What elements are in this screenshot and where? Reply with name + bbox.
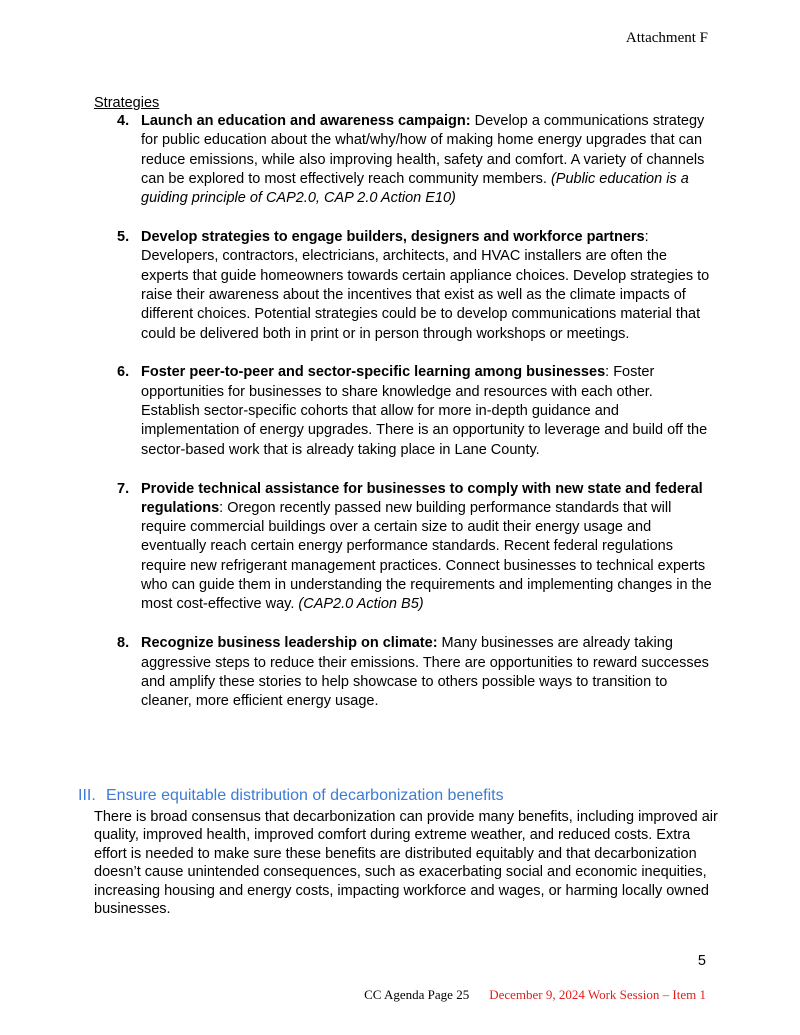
section-heading: [78, 787, 504, 805]
attachment-label: Attachment F: [625, 30, 708, 46]
strategy-title: Foster peer-to-peer and sector-specific learning among businesses: [141, 364, 606, 381]
strategy-number: 4.: [117, 113, 130, 129]
strategy-title: Develop strategies to engage builders, designers and workforce partners: [141, 229, 645, 246]
strategy-title: Recognize business leadership on climate:: [141, 635, 438, 652]
strategy-text: Develop a communications strategy for public education about the what/why/how of making home energy upgrades that can reduce emissions, while also improving health, safety and comfort. A variety of channels can be explored to most effectively reach community members.: [141, 113, 705, 187]
section-numeral: III.: [78, 787, 96, 804]
strategy-text: Many businesses are already taking aggressive steps to reduce their emissions. There are opportunities to reward successes and amplify these stories to help showcase to others possible ways to transition to cleaner, more efficient energy usage.: [141, 635, 709, 710]
strategy-item-5: [117, 228, 715, 344]
footer-agenda-page: CC Agenda Page 25: [364, 987, 470, 1002]
strategy-item-6: [117, 363, 715, 459]
strategy-number: 5.: [117, 229, 130, 246]
strategy-number: 7.: [117, 480, 130, 497]
strategies-list: [117, 112, 715, 731]
strategy-number: 6.: [117, 364, 130, 381]
strategy-item-7: [117, 480, 715, 615]
strategy-title: Launch an education and awareness campaign:: [141, 113, 471, 129]
strategy-number: 8.: [117, 635, 130, 652]
footer: [364, 987, 706, 1003]
strategy-reference: (Public education is a guiding principle of CAP2.0, CAP 2.0 Action E10): [141, 170, 689, 207]
strategy-reference: (CAP2.0 Action B5): [298, 596, 424, 613]
strategy-item-8: [117, 634, 715, 711]
section-body: There is broad consensus that decarbonization can provide many benefits, including improved air quality, improved health, improved comfort during extreme weather, and reduced costs. Extra effort is needed to make sure these benefits are distributed equitably and that decarbonization doesn’t cause unintended consequences, such as exacerbating social and economic inequities, increasing housing and energy costs, impacting workforce and wages, or harming locally owned businesses.: [94, 809, 718, 918]
section-title: Ensure equitable distribution of decarbonization benefits: [106, 787, 504, 804]
strategy-text: : Foster opportunities for businesses to share knowledge and resources with each other. Establish sector-specific cohorts that allow for more in-depth guidance and implementation of energy upgrades. There is an opportunity to leverage and build off the sector-based work that is already taking place in Lane County.: [141, 364, 708, 458]
strategies-heading: Strategies: [94, 95, 160, 111]
footer-session: December 9, 2024 Work Session – Item 1: [489, 987, 706, 1002]
strategy-text: : Oregon recently passed new building performance standards that will require commercial buildings over a certain size to audit their energy usage and eventually reach certain energy performance standards. Recent federal regulations require new refrigerant management practices. Connect businesses to technical experts who can guide them in understanding the requirements and implementing changes in the most cost-effective way.: [141, 499, 712, 613]
page-number: 5: [697, 953, 706, 969]
strategy-item-4: [117, 112, 715, 208]
strategy-text: : Developers, contractors, electricians, architects, and HVAC installers are often the experts that guide homeowners towards certain appliance choices. Develop strategies to raise their awareness about the incentives that exist as well as the climate impacts of different choices. Potential strategies could be to develop communications material that could be delivered both in print or in person through workshops or meetings.: [141, 229, 710, 342]
strategy-title: Provide technical assistance for businesses to comply with new state and federal regulations: [141, 480, 703, 516]
